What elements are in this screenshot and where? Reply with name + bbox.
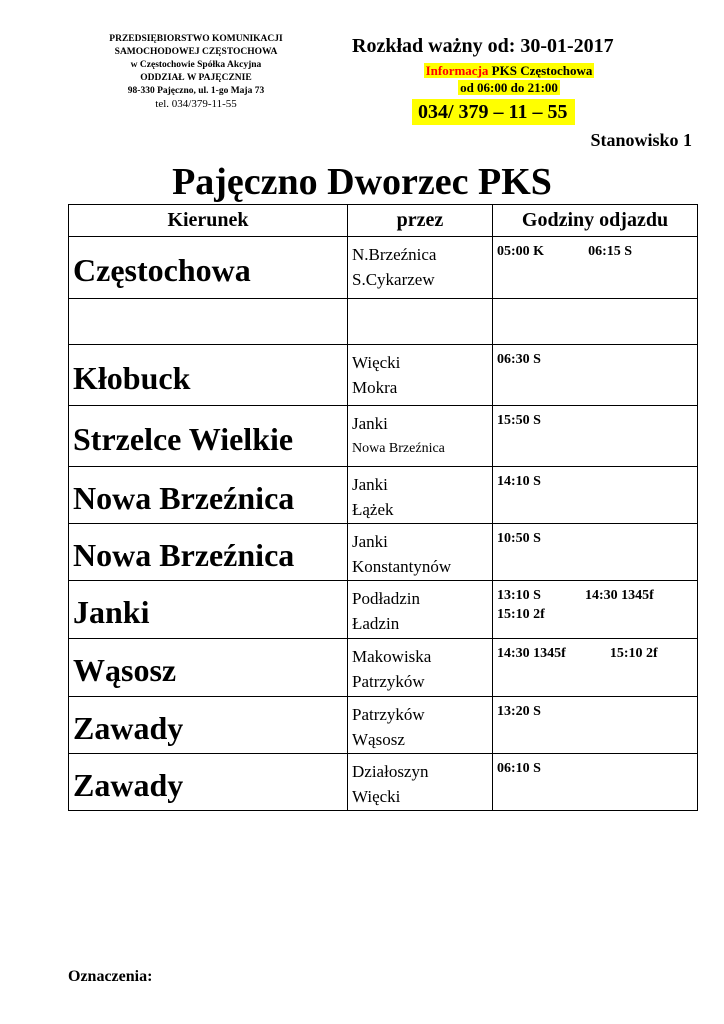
departure-times <box>493 237 698 299</box>
via-stops <box>348 299 493 345</box>
via-stops <box>348 697 493 754</box>
departure-time: 14:30 1345f <box>584 588 654 603</box>
departure-time: 14:30 1345f <box>497 646 566 661</box>
info-company: PKS Częstochowa <box>488 63 593 78</box>
via-stop-1: Patrzyków <box>352 705 425 724</box>
via-stops <box>348 406 493 467</box>
company-line-1: PRZEDSIĘBIORSTWO KOMUNIKACJI <box>109 34 283 44</box>
company-header <box>70 33 322 111</box>
destination: Zawady <box>69 697 348 754</box>
via-stop-1: N.Brzeźnica <box>352 245 437 264</box>
via-stop-2: Konstantynów <box>352 557 452 576</box>
departure-time: 06:15 S <box>588 244 633 259</box>
table-row <box>69 524 698 581</box>
company-line-2: SAMOCHODOWEJ CZĘSTOCHOWA <box>114 47 278 57</box>
via-stops <box>348 524 493 581</box>
header-via: przez <box>348 205 493 237</box>
company-phone: tel. 034/379-11-55 <box>155 98 237 110</box>
destination: Częstochowa <box>69 237 348 299</box>
table-row <box>69 639 698 697</box>
departure-time: 13:20 S <box>497 704 541 719</box>
notes-label: Oznaczenia: <box>68 968 153 985</box>
departure-times <box>493 299 698 345</box>
via-stop-1: Janki <box>352 475 388 494</box>
departure-time: 13:10 S <box>497 588 541 603</box>
via-stops <box>348 639 493 697</box>
table-row <box>69 345 698 406</box>
via-stop-2: Łążek <box>352 500 394 519</box>
via-stop-1: Działoszyn <box>352 762 429 781</box>
table-row <box>69 467 698 524</box>
info-block <box>398 62 620 96</box>
destination: Zawady <box>69 754 348 811</box>
table-header-row <box>69 205 698 237</box>
departure-time: 06:10 S <box>497 761 541 776</box>
page-title: Pajęczno Dworzec PKS <box>172 161 552 203</box>
departure-time: 15:10 2f <box>497 607 545 622</box>
destination: Strzelce Wielkie <box>69 406 348 467</box>
departure-time: 06:30 S <box>497 352 541 367</box>
via-stops <box>348 345 493 406</box>
header-times: Godziny odjazdu <box>493 205 698 237</box>
departure-time: 15:50 S <box>497 413 541 428</box>
via-stop-2: Nowa Brzeźnica <box>352 441 445 456</box>
info-phone: 034/ 379 – 11 – 55 <box>412 99 575 125</box>
via-stop-1: Więcki <box>352 353 401 372</box>
departure-time: 14:10 S <box>497 474 541 489</box>
departure-times <box>493 581 698 639</box>
via-stop-2: Patrzyków <box>352 672 425 691</box>
table-row <box>69 754 698 811</box>
via-stop-1: Podładzin <box>352 589 420 608</box>
timetable <box>68 204 698 811</box>
departure-times <box>493 406 698 467</box>
departure-time: 05:00 K <box>497 244 545 259</box>
via-stop-2: Więcki <box>352 787 401 806</box>
valid-from: Rozkład ważny od: 30-01-2017 <box>352 35 614 57</box>
destination <box>69 299 348 345</box>
destination: Nowa Brzeźnica <box>69 524 348 581</box>
info-label: Informacja <box>425 63 489 78</box>
via-stop-1: Makowiska <box>352 647 432 666</box>
departure-times <box>493 524 698 581</box>
via-stop-1: Janki <box>352 414 388 433</box>
departure-times <box>493 754 698 811</box>
header-direction: Kierunek <box>69 205 348 237</box>
departure-times <box>493 467 698 524</box>
via-stops <box>348 237 493 299</box>
destination: Janki <box>69 581 348 639</box>
via-stops <box>348 754 493 811</box>
departure-time: 10:50 S <box>497 531 541 546</box>
destination: Kłobuck <box>69 345 348 406</box>
departure-times <box>493 345 698 406</box>
stand-number: Stanowisko 1 <box>590 130 692 150</box>
info-hours: od 06:00 do 21:00 <box>460 80 558 95</box>
via-stops <box>348 467 493 524</box>
table-row <box>69 237 698 299</box>
via-stop-2: Wąsosz <box>352 730 405 749</box>
company-line-4: ODDZIAŁ W PAJĘCZNIE <box>140 73 252 83</box>
destination: Nowa Brzeźnica <box>69 467 348 524</box>
via-stop-2: Mokra <box>352 378 398 397</box>
table-row <box>69 697 698 754</box>
destination: Wąsosz <box>69 639 348 697</box>
company-address: 98-330 Pajęczno, ul. 1-go Maja 73 <box>127 86 265 96</box>
departure-time: 15:10 2f <box>609 646 658 661</box>
departure-times <box>493 639 698 697</box>
via-stop-2: S.Cykarzew <box>352 270 435 289</box>
company-line-3: w Częstochowie Spółka Akcyjna <box>130 60 262 70</box>
via-stops <box>348 581 493 639</box>
table-row <box>69 406 698 467</box>
table-row <box>69 299 698 345</box>
table-row <box>69 581 698 639</box>
via-stop-2: Ładzin <box>352 614 400 633</box>
departure-times <box>493 697 698 754</box>
via-stop-1: Janki <box>352 532 388 551</box>
